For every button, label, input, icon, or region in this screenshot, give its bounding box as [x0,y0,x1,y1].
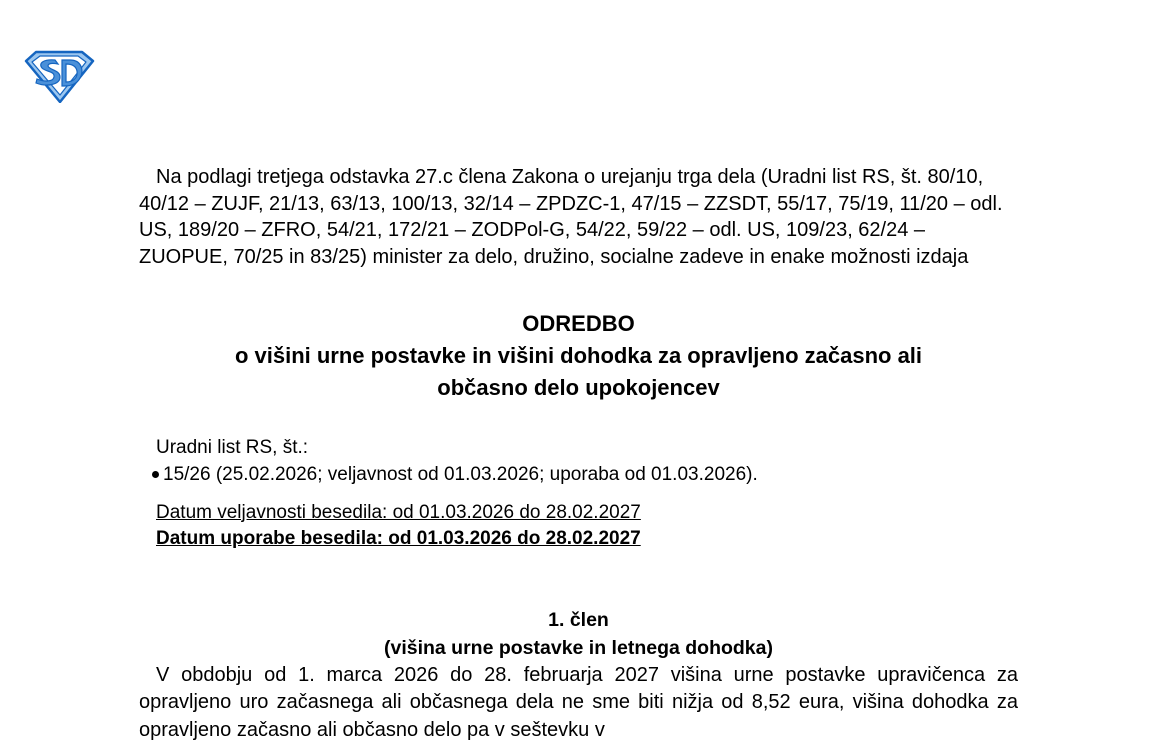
sd-logo-icon [22,49,95,103]
use-date-text: Datum uporabe besedila: od 01.03.2026 do 28.02.2027 [156,528,641,549]
gazette-label: Uradni list RS, št.: [156,434,1018,461]
article-title: (višina urne postavke in letnega dohodka) [139,634,1018,662]
article-number: 1. člen [139,607,1018,634]
gazette-entry [152,461,1018,488]
article-text: V obdobju od 1. marca 2026 do 28. februarja 2027 višina urne postavke upravičenca za opravljeno uro začasnega ali občasnega dela ne sme biti nižja od 8,52 eura, višina dohodka za opravljeno začasno ali občasno delo pa v seštevku v [139,662,1018,744]
decree-subtitle-line1: o višini urne postavke in višini dohodka za opravljeno začasno ali [235,343,922,368]
gazette-reference [156,434,1018,488]
validity-dates [156,500,1018,552]
document-body [139,164,1018,744]
validity-date-text: Datum veljavnosti besedila: od 01.03.2026 do 28.02.2027 [156,502,641,523]
gazette-entry-text: 15/26 (25.02.2026; veljavnost od 01.03.2026; uporaba od 01.03.2026). [163,461,758,488]
intro-paragraph: Na podlagi tretjega odstavka 27.c člena Zakona o urejanju trga dela (Uradni list RS, št. 80/10, 40/12 – ZUJF, 21/13, 63/13, 100/13, 32/14 – ZPDZC-1, 47/15 – ZZSDT, 55/17, 75/19, 11/20 – odl. US, 189/20 – ZFRO, 54/21, 172/21 – ZODPol-G, 54/22, 59/22 – odl. US, 109/23, 62/24 – ZUOPUE, 70/25 in 83/25) minister za delo, družino, socialne zadeve in enake možnosti izdaja [139,164,1018,270]
decree-subtitle-line2: občasno delo upokojencev [437,375,719,400]
bullet-icon [152,471,159,478]
decree-subtitle [139,340,1018,404]
decree-title: ODREDBO [139,308,1018,340]
